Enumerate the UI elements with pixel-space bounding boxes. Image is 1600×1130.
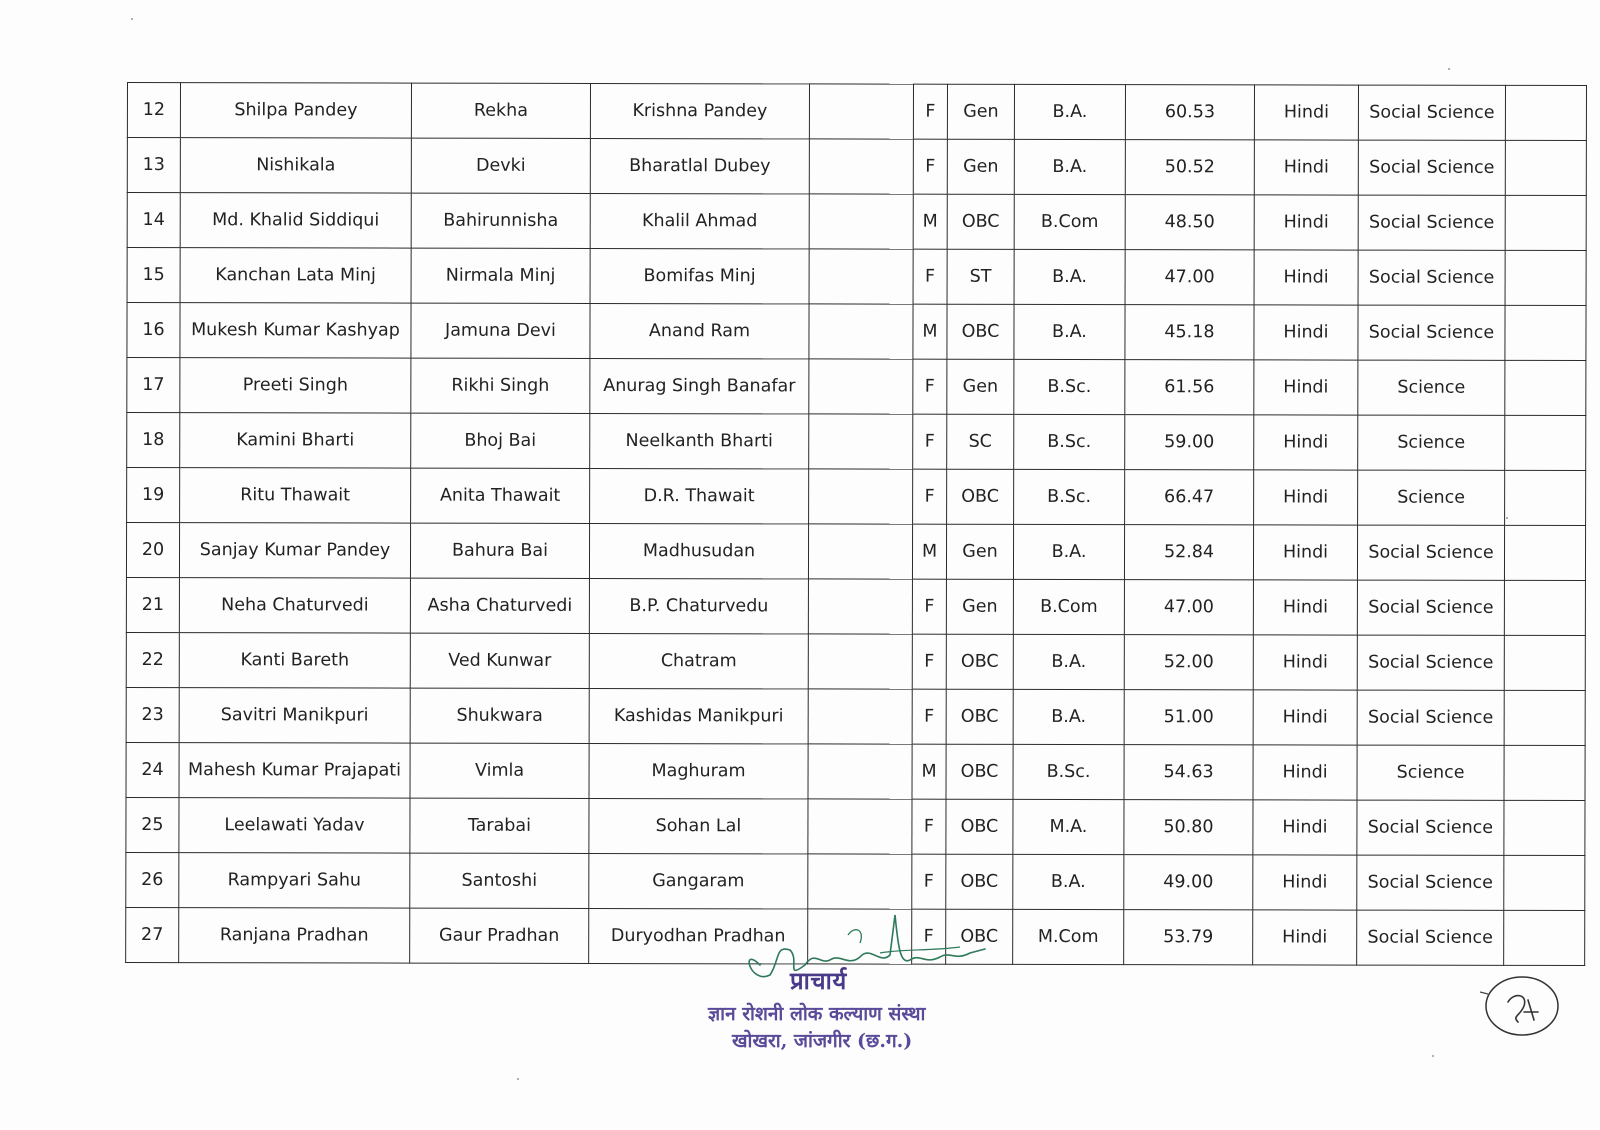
blank-cell-cell [808,524,912,579]
medium-cell: Hindi [1253,910,1357,965]
category-cell: ST [947,249,1014,304]
mother-name-cell: Tarabai [410,798,589,853]
qualification-cell: B.Com [1013,579,1124,634]
table-row [127,138,1586,196]
gender-cell: F [913,249,947,304]
gender-cell: F [912,579,946,634]
qualification-cell: M.Com [1013,909,1124,964]
extra-cell-cell [1505,140,1586,195]
serial-number-cell: 22 [126,632,179,687]
medium-cell: Hindi [1254,195,1358,250]
blank-cell-cell [809,469,913,524]
percentage-cell: 52.00 [1124,635,1253,690]
father-name-cell: Anurag Singh Banafar [590,358,809,413]
extra-cell-cell [1505,85,1586,140]
blank-cell-cell [809,249,913,304]
serial-number-cell: 23 [126,687,179,742]
gender-cell: F [913,359,947,414]
father-name-cell: D.R. Thawait [590,468,809,523]
category-cell: Gen [946,524,1013,579]
extra-cell-cell [1505,305,1586,360]
father-name-cell: Madhusudan [589,523,808,578]
gender-cell: M [913,194,947,249]
qualification-cell: M.A. [1013,799,1124,854]
medium-cell: Hindi [1253,690,1357,745]
subject-cell: Social Science [1357,910,1504,965]
mother-name-cell: Santoshi [410,853,589,908]
mother-name-cell: Rikhi Singh [411,358,590,413]
gender-cell: F [912,634,946,689]
extra-cell-cell [1504,525,1585,580]
gender-cell: F [912,909,946,964]
percentage-cell: 52.84 [1124,525,1253,580]
mother-name-cell: Bhoj Bai [411,413,590,468]
table-row [127,303,1586,361]
father-name-cell: Maghuram [589,743,808,798]
percentage-cell: 50.80 [1124,800,1253,855]
serial-number-cell: 16 [127,303,180,358]
extra-cell-cell [1504,800,1585,855]
candidate-name-cell: Mukesh Kumar Kashyap [180,303,411,358]
subject-cell: Social Science [1357,855,1504,910]
category-cell: SC [947,414,1014,469]
mother-name-cell: Devki [411,138,590,193]
subject-cell: Social Science [1357,800,1504,855]
qualification-cell: B.A. [1014,304,1125,359]
percentage-cell: 54.63 [1124,745,1253,800]
extra-cell-cell [1504,580,1585,635]
candidate-name-cell: Shilpa Pandey [180,83,411,138]
serial-number-cell: 19 [127,468,180,523]
gender-cell: F [913,84,947,139]
father-name-cell: Bomifas Minj [590,248,809,303]
candidate-name-cell: Ritu Thawait [180,468,411,523]
father-name-cell: Khalil Ahmad [590,193,809,248]
gender-cell: M [912,524,946,579]
mother-name-cell: Bahirunnisha [411,193,590,248]
father-name-cell: Anand Ram [590,303,809,358]
father-name-cell: Duryodhan Pradhan [589,908,808,963]
candidate-name-cell: Md. Khalid Siddiqui [180,193,411,248]
blank-cell-cell [808,854,912,909]
qualification-cell: B.A. [1013,854,1124,909]
father-name-cell: Sohan Lal [589,798,808,853]
father-name-cell: Gangaram [589,853,808,908]
mother-name-cell: Ved Kunwar [410,633,589,688]
serial-number-cell: 20 [126,523,179,578]
father-name-cell: Chatram [589,633,808,688]
table-row [126,687,1585,745]
blank-cell-cell [809,304,913,359]
percentage-cell: 47.00 [1125,250,1254,305]
subject-cell: Science [1357,745,1504,800]
percentage-cell: 49.00 [1124,855,1253,910]
table-row [127,193,1586,251]
category-cell: OBC [946,854,1013,909]
subject-cell: Social Science [1357,690,1504,745]
circled-page-number-icon [1478,972,1560,1038]
extra-cell-cell [1505,250,1586,305]
percentage-cell: 47.00 [1124,580,1253,635]
serial-number-cell: 27 [126,907,179,962]
extra-cell-cell [1504,690,1585,745]
percentage-cell: 48.50 [1125,195,1254,250]
percentage-cell: 66.47 [1125,470,1254,525]
table-row [127,248,1586,306]
category-cell: OBC [946,634,1013,689]
category-cell: Gen [947,359,1014,414]
percentage-cell: 45.18 [1125,305,1254,360]
blank-cell-cell [809,139,913,194]
subject-cell: Social Science [1357,580,1504,635]
qualification-cell: B.A. [1013,524,1124,579]
gender-cell: F [912,799,946,854]
handwritten-signature-icon [730,905,1000,995]
father-name-cell: Krishna Pandey [590,83,809,138]
scan-speck [131,18,133,20]
blank-cell-cell [808,799,912,854]
serial-number-cell: 15 [127,248,180,303]
mother-name-cell: Shukwara [410,688,589,743]
medium-cell: Hindi [1254,140,1358,195]
blank-cell-cell [809,414,913,469]
medium-cell: Hindi [1253,800,1357,855]
category-cell: OBC [946,799,1013,854]
stamp-address: खोखरा, जांजगीर (छ.ग.) [732,1030,913,1052]
blank-cell-cell [809,359,913,414]
extra-cell-cell [1504,745,1585,800]
subject-cell: Social Science [1358,140,1505,195]
scan-speck [1432,1055,1434,1057]
candidate-table-body [126,83,1587,966]
serial-number-cell: 24 [126,742,179,797]
mother-name-cell: Gaur Pradhan [410,908,589,963]
percentage-cell: 51.00 [1124,690,1253,745]
candidate-name-cell: Kanti Bareth [179,633,410,688]
gender-cell: F [913,414,947,469]
extra-cell-cell [1504,855,1585,910]
medium-cell: Hindi [1254,470,1358,525]
candidate-table [125,82,1587,966]
extra-cell-cell [1504,635,1585,690]
table-row [126,577,1585,635]
medium-cell: Hindi [1254,415,1358,470]
candidate-name-cell: Kamini Bharti [180,413,411,468]
gender-cell: F [913,469,947,524]
stamp-organization: ज्ञान रोशनी लोक कल्याण संस्था [708,1003,926,1025]
candidate-name-cell: Preeti Singh [180,358,411,413]
qualification-cell: B.A. [1014,249,1125,304]
category-cell: OBC [947,469,1014,524]
candidate-name-cell: Leelawati Yadav [179,798,410,853]
category-cell: Gen [947,84,1014,139]
serial-number-cell: 18 [127,413,180,468]
mother-name-cell: Rekha [411,83,590,138]
percentage-cell: 61.56 [1125,360,1254,415]
medium-cell: Hindi [1253,525,1357,580]
serial-number-cell: 12 [127,83,180,138]
category-cell: OBC [946,744,1013,799]
subject-cell: Social Science [1357,635,1504,690]
qualification-cell: B.Sc. [1014,414,1125,469]
percentage-cell: 53.79 [1124,910,1253,965]
category-cell: Gen [946,579,1013,634]
table-row [126,523,1585,581]
category-cell: OBC [947,304,1014,359]
mother-name-cell: Jamuna Devi [411,303,590,358]
subject-cell: Science [1358,360,1505,415]
table-row [127,358,1586,416]
qualification-cell: B.Sc. [1014,469,1125,524]
medium-cell: Hindi [1253,580,1357,635]
table-row [126,797,1585,855]
gender-cell: M [912,744,946,799]
mother-name-cell: Anita Thawait [411,468,590,523]
gender-cell: F [912,854,946,909]
candidate-name-cell: Kanchan Lata Minj [180,248,411,303]
gender-cell: F [912,689,946,744]
blank-cell-cell [808,579,912,634]
subject-cell: Social Science [1358,305,1505,360]
medium-cell: Hindi [1254,85,1358,140]
father-name-cell: Kashidas Manikpuri [589,688,808,743]
blank-cell-cell [809,194,913,249]
qualification-cell: B.Com [1014,194,1125,249]
candidate-name-cell: Neha Chaturvedi [179,578,410,633]
stamp-title: प्राचार्य [790,966,847,995]
medium-cell: Hindi [1254,360,1358,415]
medium-cell: Hindi [1253,635,1357,690]
father-name-cell: Bharatlal Dubey [590,138,809,193]
medium-cell: Hindi [1253,855,1357,910]
scan-speck [517,1078,519,1080]
qualification-cell: B.A. [1014,139,1125,194]
table-row [126,742,1585,800]
candidate-name-cell: Rampyari Sahu [179,853,410,908]
subject-cell: Social Science [1358,250,1505,305]
subject-cell: Social Science [1358,85,1505,140]
scan-speck [1448,68,1450,70]
candidate-name-cell: Savitri Manikpuri [179,688,410,743]
medium-cell: Hindi [1254,250,1358,305]
table-row [127,413,1586,471]
qualification-cell: B.A. [1013,634,1124,689]
table-row [127,468,1586,526]
scan-speck [1506,517,1508,519]
serial-number-cell: 17 [127,358,180,413]
candidate-name-cell: Sanjay Kumar Pandey [179,523,410,578]
qualification-cell: B.Sc. [1013,744,1124,799]
serial-number-cell: 25 [126,797,179,852]
subject-cell: Social Science [1357,525,1504,580]
blank-cell-cell [809,84,913,139]
subject-cell: Social Science [1358,195,1505,250]
extra-cell-cell [1505,360,1586,415]
father-name-cell: B.P. Chaturvedu [589,578,808,633]
qualification-cell: B.Sc. [1014,359,1125,414]
category-cell: OBC [946,909,1013,964]
category-cell: OBC [946,689,1013,744]
candidate-name-cell: Ranjana Pradhan [179,908,410,963]
table-row [126,632,1585,690]
qualification-cell: B.A. [1014,84,1125,139]
extra-cell-cell [1504,910,1585,965]
mother-name-cell: Bahura Bai [410,523,589,578]
percentage-cell: 50.52 [1125,140,1254,195]
table-row [127,83,1586,141]
serial-number-cell: 14 [127,193,180,248]
extra-cell-cell [1505,195,1586,250]
category-cell: OBC [947,194,1014,249]
mother-name-cell: Asha Chaturvedi [410,578,589,633]
gender-cell: M [913,304,947,359]
table-row [126,852,1585,910]
father-name-cell: Neelkanth Bharti [590,413,809,468]
extra-cell-cell [1505,415,1586,470]
mother-name-cell: Vimla [410,743,589,798]
candidate-name-cell: Mahesh Kumar Prajapati [179,743,410,798]
serial-number-cell: 26 [126,852,179,907]
blank-cell-cell [808,634,912,689]
mother-name-cell: Nirmala Minj [411,248,590,303]
blank-cell-cell [808,744,912,799]
medium-cell: Hindi [1253,745,1357,800]
serial-number-cell: 21 [126,577,179,632]
blank-cell-cell [808,689,912,744]
medium-cell: Hindi [1254,305,1358,360]
category-cell: Gen [947,139,1014,194]
serial-number-cell: 13 [127,138,180,193]
subject-cell: Science [1358,470,1505,525]
gender-cell: F [913,139,947,194]
percentage-cell: 60.53 [1125,85,1254,140]
subject-cell: Science [1358,415,1505,470]
qualification-cell: B.A. [1013,689,1124,744]
candidate-name-cell: Nishikala [180,138,411,193]
extra-cell-cell [1505,470,1586,525]
percentage-cell: 59.00 [1125,415,1254,470]
